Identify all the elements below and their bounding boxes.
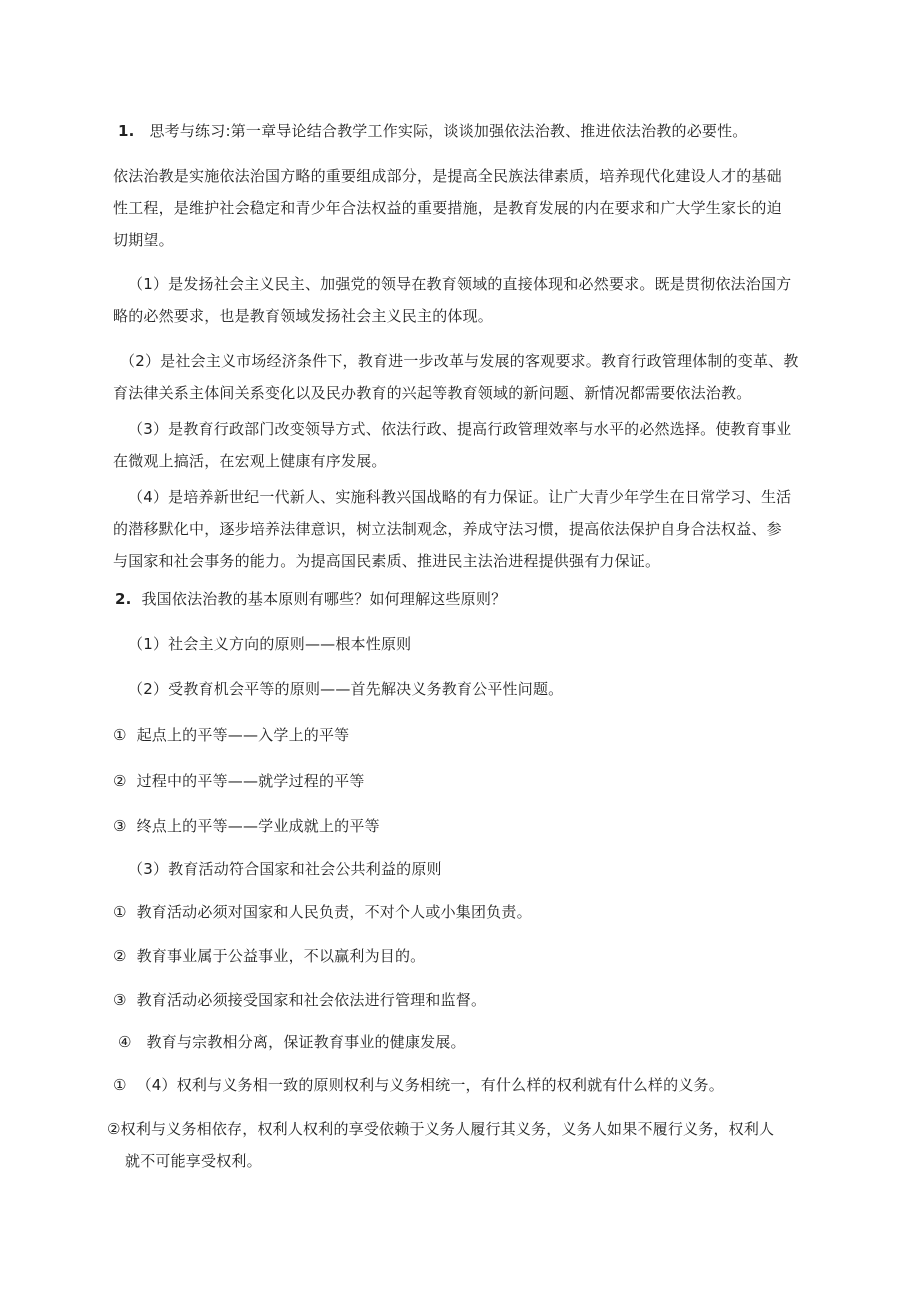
text-line — [115, 583, 870, 615]
q2-principle-2-item-2 — [113, 765, 870, 797]
list-number: 1. — [118, 122, 135, 140]
text-line — [128, 268, 870, 300]
q1-point-4 — [113, 481, 870, 577]
text-line — [128, 673, 870, 705]
q2-principle-3-item-1 — [113, 896, 870, 928]
text-run: ③ 教育活动必须接受国家和社会依法进行管理和监督。 — [113, 991, 487, 1009]
text-run: 的潜移默化中，逐步培养法律意识，树立法制观念，养成守法习惯，提高依法保护自身合法权益、参 — [113, 520, 782, 538]
text-line — [113, 1069, 870, 1101]
text-line — [113, 940, 870, 972]
text-run: 育法律关系主体间关系变化以及民办教育的兴起等教育领域的新问题、新情况都需要依法治教。 — [113, 384, 752, 402]
text-line — [113, 300, 870, 332]
q2-principle-3 — [113, 853, 870, 885]
text-run: 性工程，是维护社会稳定和青少年合法权益的重要措施，是教育发展的内在要求和广大学生家长的迫 — [113, 199, 782, 217]
text-run: 思考与练习:第一章导论结合教学工作实际，谈谈加强依法治教、推进依法治教的必要性。 — [134, 122, 748, 140]
question-2-heading — [113, 583, 870, 615]
list-number: 2. — [115, 590, 132, 608]
text-run: ① （4）权利与义务相一致的原则权利与义务相统一，有什么样的权利就有什么样的义务。 — [113, 1076, 724, 1094]
q1-point-1 — [113, 268, 870, 332]
q2-principle-3-item-2 — [113, 940, 870, 972]
text-run: ④ 教育与宗教相分离，保证教育事业的健康发展。 — [118, 1033, 466, 1051]
text-line — [113, 810, 870, 842]
text-run: ② 教育事业属于公益事业，不以赢利为目的。 — [113, 947, 426, 965]
q2-principle-1 — [113, 628, 870, 660]
text-run: 就不可能享受权利。 — [125, 1152, 262, 1170]
q2-principle-2 — [113, 673, 870, 705]
text-run: （2）是社会主义市场经济条件下，教育进一步改革与发展的客观要求。教育行政管理体制的变革、教 — [120, 352, 799, 370]
text-run: ① 起点上的平等——入学上的平等 — [113, 726, 350, 744]
text-line — [113, 765, 870, 797]
text-run: 在微观上搞活，在宏观上健康有序发展。 — [113, 452, 387, 470]
q2-principle-4 — [113, 1069, 870, 1101]
text-line — [113, 192, 870, 224]
q1-point-2 — [113, 345, 870, 409]
q2-principle-4-item-2 — [107, 1113, 870, 1177]
q2-principle-2-item-1 — [113, 719, 870, 751]
text-line — [113, 545, 870, 577]
text-line — [113, 513, 870, 545]
text-line — [120, 345, 870, 377]
text-run: ③ 终点上的平等——学业成就上的平等 — [113, 817, 380, 835]
question-1-heading — [113, 115, 870, 147]
text-run: （4）是培养新世纪一代新人、实施科教兴国战略的有力保证。让广大青少年学生在日常学习、生活 — [128, 488, 792, 506]
text-run: 切期望。 — [113, 231, 174, 249]
text-line — [128, 481, 870, 513]
text-line — [118, 115, 870, 147]
text-line — [118, 1026, 870, 1058]
q2-principle-2-item-3 — [113, 810, 870, 842]
text-run: 与国家和社会事务的能力。为提高国民素质、推进民主法治进程提供强有力保证。 — [113, 552, 661, 570]
text-line — [107, 1113, 870, 1145]
q2-principle-3-item-3 — [113, 984, 870, 1016]
text-run: 依法治教是实施依法治国方略的重要组成部分，是提高全民族法律素质，培养现代化建设人才的基础 — [113, 167, 782, 185]
q1-answer-intro — [113, 160, 870, 256]
text-run: 我国依法治教的基本原则有哪些？如何理解这些原则？ — [131, 590, 507, 608]
text-line — [128, 628, 870, 660]
text-run: （1）是发扬社会主义民主、加强党的领导在教育领域的直接体现和必然要求。既是贯彻依法治国方 — [128, 275, 792, 293]
text-line — [125, 1145, 870, 1177]
text-line — [113, 445, 870, 477]
text-run: （3）是教育行政部门改变领导方式、依法行政、提高行政管理效率与水平的必然选择。使教育事业 — [128, 420, 792, 438]
text-line — [113, 896, 870, 928]
q2-principle-3-item-4 — [113, 1026, 870, 1058]
text-run: （1）社会主义方向的原则——根本性原则 — [128, 635, 412, 653]
text-run: 略的必然要求，也是教育领域发扬社会主义民主的体现。 — [113, 307, 494, 325]
text-line — [113, 719, 870, 751]
q1-point-3 — [113, 413, 870, 477]
text-line — [113, 160, 870, 192]
text-line — [113, 984, 870, 1016]
text-run: （3）教育活动符合国家和社会公共利益的原则 — [128, 860, 442, 878]
text-line — [113, 377, 870, 409]
text-run: ① 教育活动必须对国家和人民负责，不对个人或小集团负责。 — [113, 903, 532, 921]
text-run: ②权利与义务相依存，权利人权利的享受依赖于义务人履行其义务，义务人如果不履行义务，权利人 — [107, 1120, 775, 1138]
text-run: ② 过程中的平等——就学过程的平等 — [113, 772, 365, 790]
text-line — [128, 853, 870, 885]
text-run: （2）受教育机会平等的原则——首先解决义务教育公平性问题。 — [128, 680, 564, 698]
text-line — [113, 224, 870, 256]
text-line — [128, 413, 870, 445]
